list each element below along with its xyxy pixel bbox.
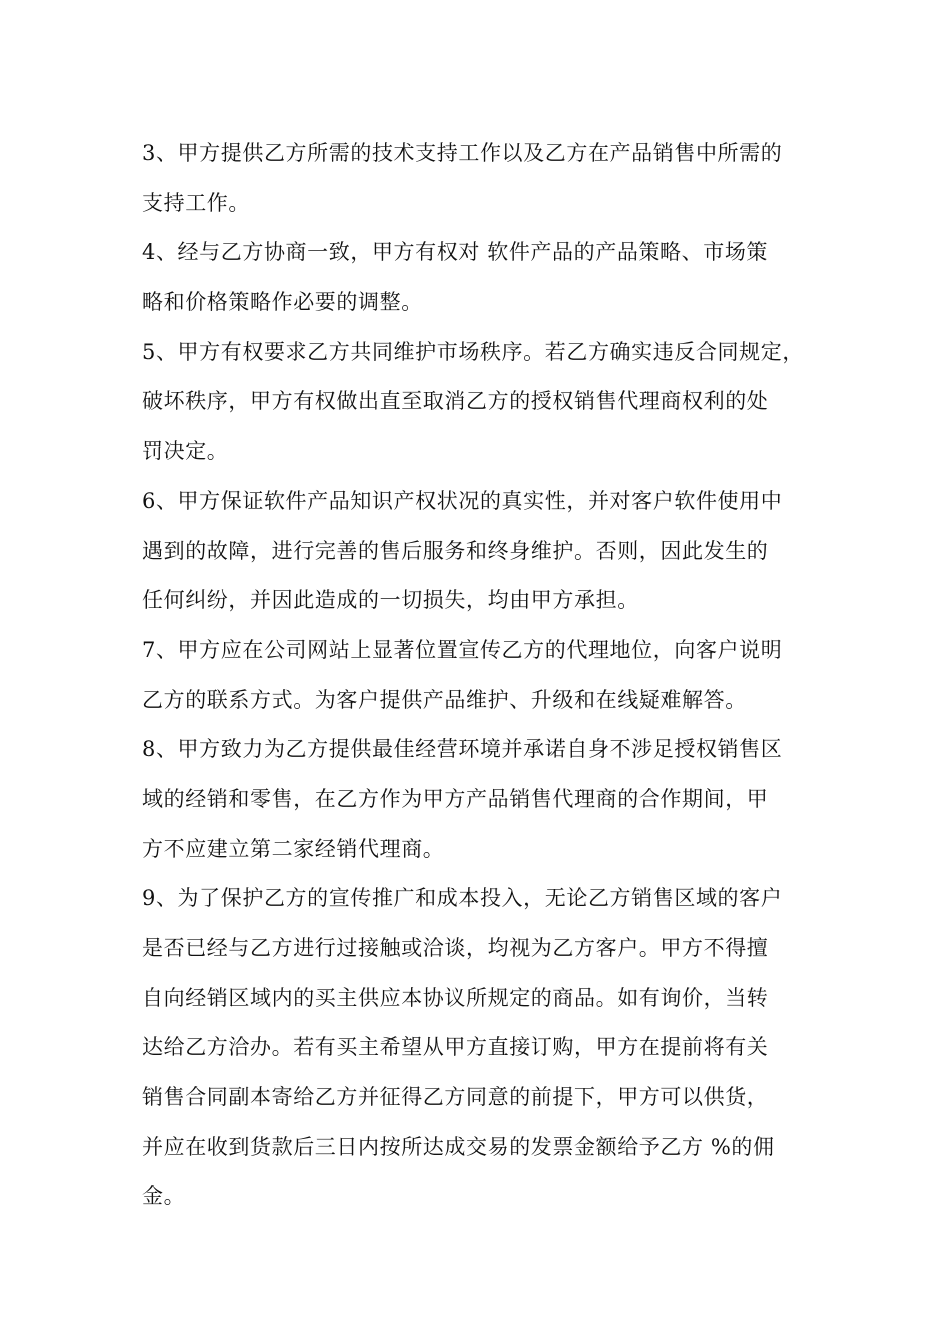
document-body — [142, 133, 822, 1226]
text-line: 3、甲方提供乙方所需的技术支持工作以及乙方在产品销售中所需的 — [142, 141, 783, 165]
text-line: 支持工作。 — [142, 190, 250, 215]
text-line: 乙方的联系方式。为客户提供产品维护、升级和在线疑难解答。 — [142, 687, 747, 712]
text-line: 并应在收到货款后三日内按所达成交易的发票金额给予乙方 %的佣 — [142, 1134, 775, 1159]
text-line: 是否已经与乙方进行过接触或洽谈，均视为乙方客户。甲方不得擅 — [142, 936, 769, 960]
text-line: 达给乙方洽办。若有买主希望从甲方直接订购，甲方在提前将有关 — [142, 1035, 769, 1060]
text-line: 6、甲方保证软件产品知识产权状况的真实性，并对客户软件使用中 — [142, 488, 783, 513]
text-line: 销售合同副本寄给乙方并征得乙方同意的前提下，甲方可以供货， — [142, 1085, 769, 1110]
text-line: 自向经销区域内的买主供应本协议所规定的商品。如有询价，当转 — [142, 985, 769, 1010]
text-line: 5、甲方有权要求乙方共同维护市场秩序。若乙方确实违反合同规定， — [142, 339, 804, 364]
text-line: 9、为了保护乙方的宣传推广和成本投入，无论乙方销售区域的客户 — [142, 886, 783, 911]
text-line: 域的经销和零售，在乙方作为甲方产品销售代理商的合作期间，甲 — [142, 786, 769, 811]
text-line: 8、甲方致力为乙方提供最佳经营环境并承诺自身不涉足授权销售区 — [142, 737, 783, 762]
text-line: 4、经与乙方协商一致，甲方有权对 软件产品的产品策略、市场策 — [142, 240, 769, 265]
text-line: 破坏秩序，甲方有权做出直至取消乙方的授权销售代理商权利的处 — [142, 389, 769, 414]
text-line: 任何纠纷，并因此造成的一切损失，均由甲方承担。 — [142, 588, 639, 613]
text-line: 遇到的故障，进行完善的售后服务和终身维护。否则，因此发生的 — [142, 538, 769, 563]
text-line: 罚决定。 — [142, 439, 229, 464]
text-line: 金。 — [142, 1184, 186, 1209]
text-line: 7、甲方应在公司网站上显著位置宣传乙方的代理地位，向客户说明 — [142, 637, 783, 662]
text-line: 方不应建立第二家经销代理商。 — [142, 836, 445, 861]
text-line: 略和价格策略作必要的调整。 — [142, 290, 423, 315]
